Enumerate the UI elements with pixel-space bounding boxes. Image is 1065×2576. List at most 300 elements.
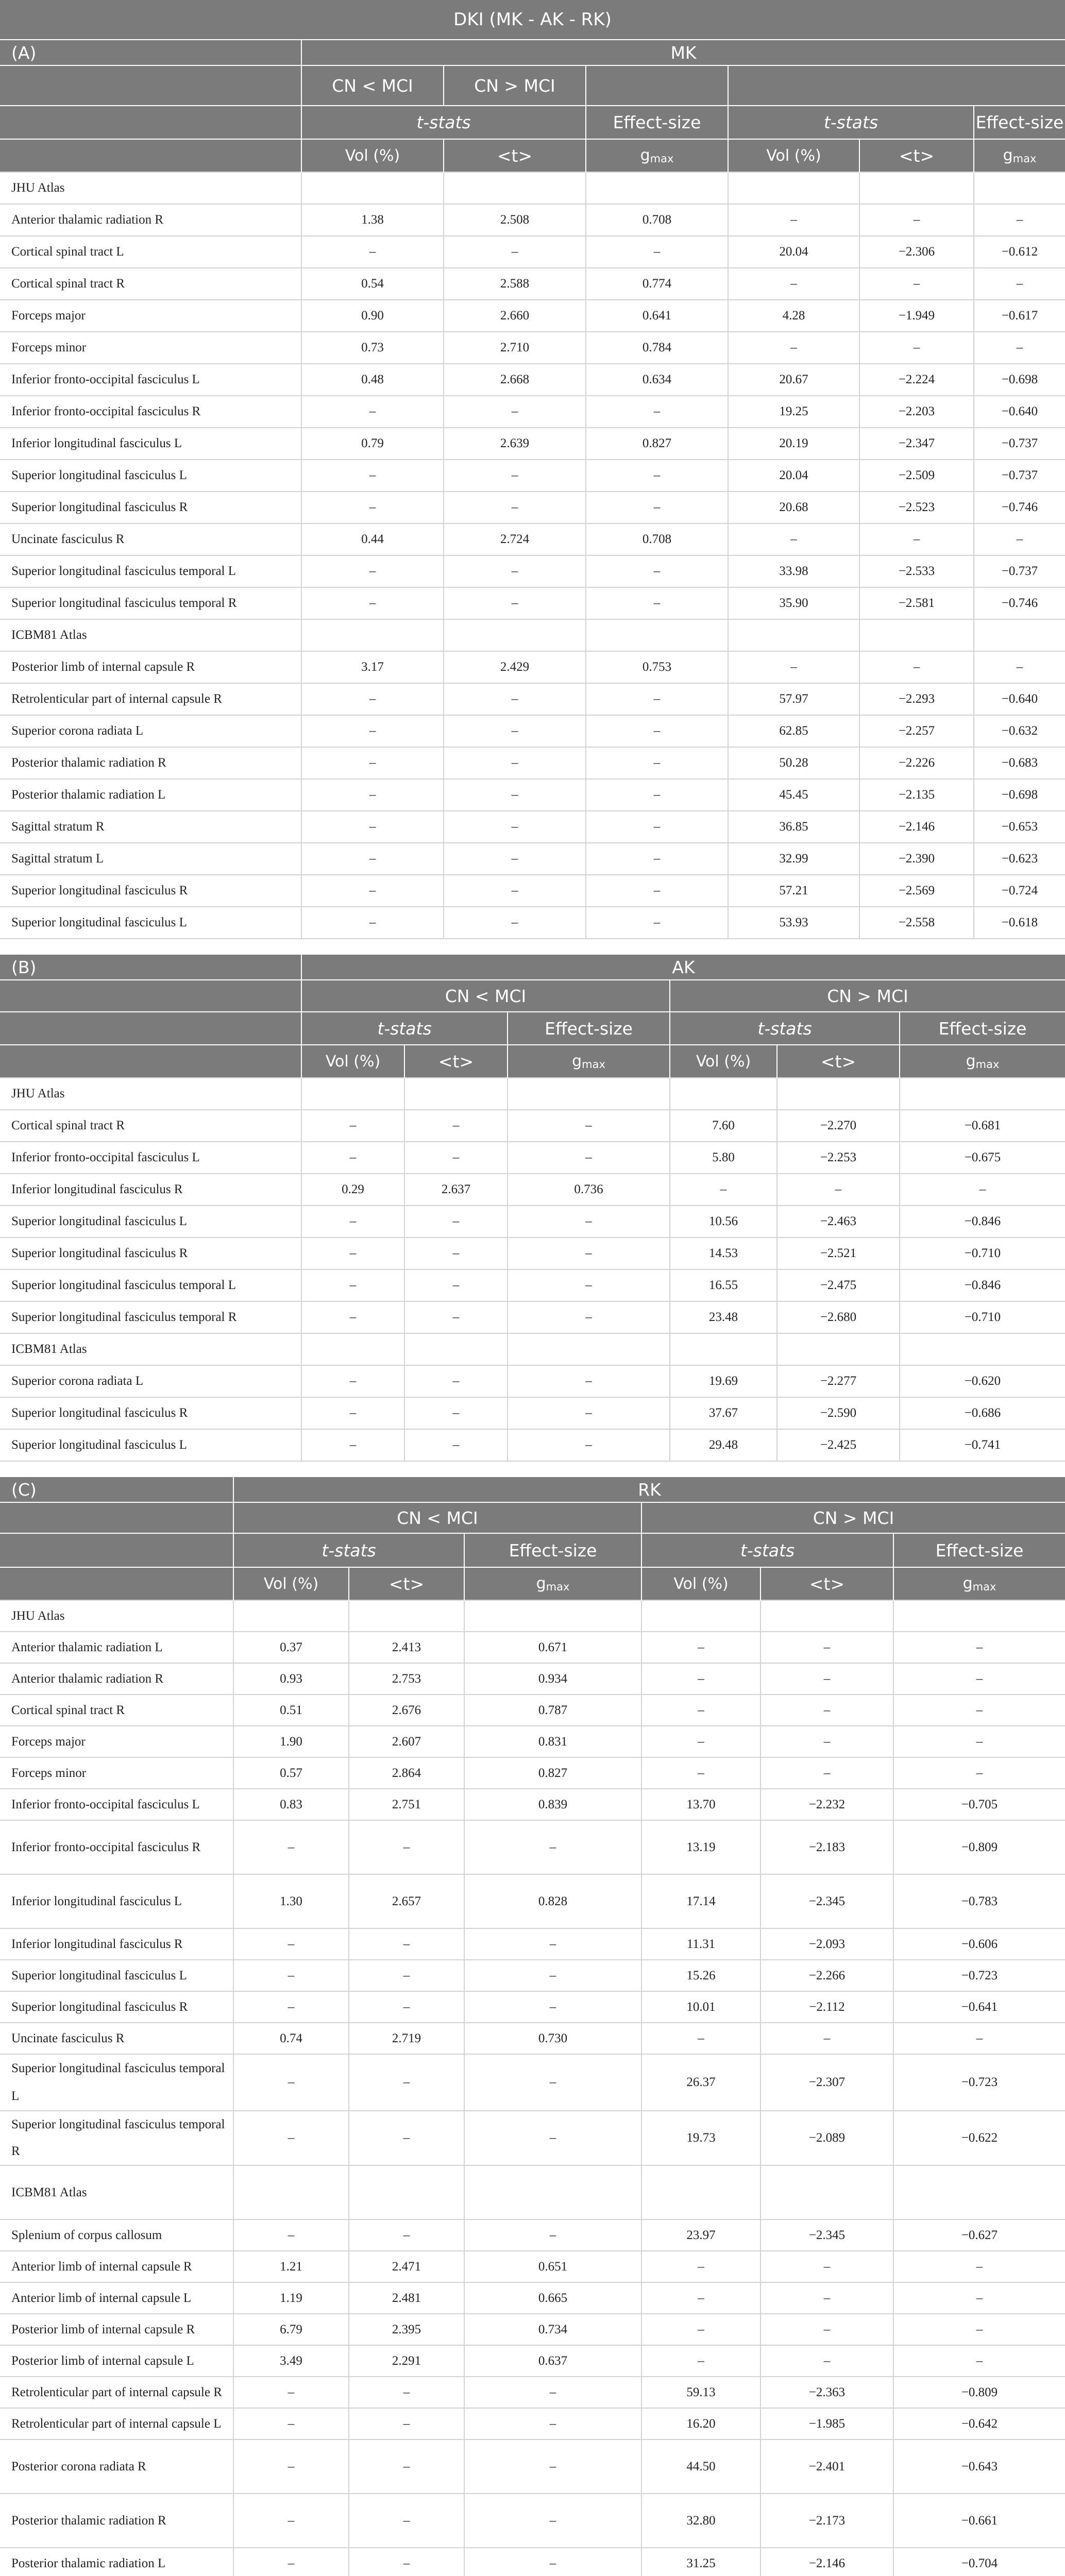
empty-cell — [233, 1600, 349, 1632]
empty-cell — [641, 1600, 760, 1632]
g-max-value: – — [974, 523, 1065, 555]
vol-percent-value: 0.73 — [301, 332, 444, 364]
table-row — [0, 428, 1065, 460]
table-row — [0, 1301, 1065, 1333]
g-max-value: 0.708 — [586, 523, 728, 555]
empty-cell — [974, 619, 1065, 651]
table-row — [0, 555, 1065, 587]
vol-percent-value: 4.28 — [728, 300, 859, 332]
empty-cell — [728, 619, 859, 651]
group-cn-gt-mci: CN > MCI — [641, 1502, 1065, 1533]
g-max-value: – — [974, 204, 1065, 236]
vol-percent-value: – — [301, 779, 444, 811]
empty-cell — [444, 619, 586, 651]
empty-cell — [974, 172, 1065, 204]
vol-percent-value: 0.51 — [233, 1694, 349, 1726]
column-vol-percent: Vol (%) — [728, 139, 859, 172]
vol-percent-value: 1.38 — [301, 204, 444, 236]
mean-t-value: −2.581 — [859, 587, 974, 619]
mean-t-value: – — [444, 236, 586, 268]
vol-percent-value: – — [728, 523, 859, 555]
vol-percent-value: 0.74 — [233, 2023, 349, 2054]
empty-cell — [301, 172, 444, 204]
vol-percent-value: 0.44 — [301, 523, 444, 555]
vol-percent-value: 0.93 — [233, 1663, 349, 1694]
g-max-value: – — [893, 2251, 1065, 2282]
table-row — [0, 1429, 1065, 1461]
column-g-max — [900, 1045, 1065, 1078]
mean-t-value: −2.463 — [777, 1206, 900, 1238]
tract-name: Inferior longitudinal fasciculus L — [0, 428, 301, 460]
g-max-value: −0.640 — [974, 683, 1065, 715]
g-max-value: −0.723 — [893, 2054, 1065, 2111]
g-max-value: 0.708 — [586, 204, 728, 236]
vol-percent-value: – — [301, 1110, 404, 1142]
g-max-value: −0.809 — [893, 2377, 1065, 2408]
tstats-header: t-stats — [301, 106, 586, 139]
vol-percent-value: – — [301, 460, 444, 492]
effect-size-header: Effect-size — [464, 1533, 641, 1567]
mean-t-value: – — [444, 907, 586, 939]
vol-percent-value: – — [670, 1174, 777, 1206]
tract-name: Superior corona radiata L — [0, 1365, 301, 1397]
empty-cell — [404, 1078, 508, 1110]
tract-name: Anterior limb of internal capsule R — [0, 2251, 233, 2282]
mean-t-value: −2.112 — [760, 1991, 893, 2023]
g-max-value: −0.846 — [900, 1206, 1065, 1238]
table-row — [0, 1238, 1065, 1269]
header-blank — [0, 1045, 301, 1078]
mean-t-value: −2.146 — [859, 811, 974, 843]
tract-name: Superior longitudinal fasciculus R — [0, 492, 301, 523]
mean-t-value: −2.307 — [760, 2054, 893, 2111]
mean-t-value: – — [349, 2494, 464, 2548]
effect-size-header: Effect-size — [900, 1012, 1065, 1045]
vol-percent-value: 57.21 — [728, 875, 859, 907]
vol-percent-value: 7.60 — [670, 1110, 777, 1142]
empty-cell — [464, 2165, 641, 2219]
atlas-header-row — [0, 619, 1065, 651]
g-max-value: – — [464, 1820, 641, 1874]
tract-name: Superior longitudinal fasciculus R — [0, 1238, 301, 1269]
table-row — [0, 1206, 1065, 1238]
vol-percent-value: 16.55 — [670, 1269, 777, 1301]
header-blank — [0, 65, 301, 106]
vol-percent-value: 0.57 — [233, 1757, 349, 1789]
tract-name: Posterior limb of internal capsule L — [0, 2345, 233, 2377]
g-max-value: −0.737 — [974, 555, 1065, 587]
tract-name: Posterior thalamic radiation R — [0, 2494, 233, 2548]
column-mean-t: <t> — [777, 1045, 900, 1078]
vol-percent-value: – — [301, 907, 444, 939]
empty-cell — [349, 2165, 464, 2219]
mean-t-value: – — [760, 2251, 893, 2282]
mean-t-value: −2.293 — [859, 683, 974, 715]
tract-name: Uncinate fasciculus R — [0, 2023, 233, 2054]
table-row — [0, 204, 1065, 236]
g-max-value: −0.683 — [974, 747, 1065, 779]
mean-t-value: – — [349, 2408, 464, 2439]
g-max-value: −0.746 — [974, 492, 1065, 523]
g-max-value: – — [893, 2023, 1065, 2054]
empty-cell — [777, 1078, 900, 1110]
g-symbol: g — [572, 1052, 582, 1070]
tract-name: Inferior longitudinal fasciculus R — [0, 1928, 233, 1960]
mean-t-value: – — [404, 1429, 508, 1461]
vol-percent-value: – — [233, 2548, 349, 2576]
tract-name: Posterior corona radiata R — [0, 2439, 233, 2494]
mean-t-value: −2.257 — [859, 715, 974, 747]
tract-name: Retrolenticular part of internal capsule R — [0, 683, 301, 715]
vol-percent-value: – — [641, 2282, 760, 2314]
vol-percent-value: 17.14 — [641, 1874, 760, 1928]
section-label: (B) — [0, 954, 301, 980]
table-row — [0, 332, 1065, 364]
vol-percent-value: – — [301, 843, 444, 875]
mean-t-value: 2.588 — [444, 268, 586, 300]
g-max-value: −0.741 — [900, 1429, 1065, 1461]
empty-cell — [233, 2165, 349, 2219]
vol-percent-value: – — [233, 2494, 349, 2548]
vol-percent-value: – — [301, 1238, 404, 1269]
empty-cell — [508, 1078, 670, 1110]
mean-t-value: – — [404, 1365, 508, 1397]
table-row — [0, 2314, 1065, 2345]
header-blank — [0, 1502, 233, 1533]
table-row — [0, 683, 1065, 715]
vol-percent-value: 20.04 — [728, 460, 859, 492]
mean-t-value: – — [444, 587, 586, 619]
vol-percent-value: – — [641, 2251, 760, 2282]
mean-t-value: −2.347 — [859, 428, 974, 460]
vol-percent-value: 62.85 — [728, 715, 859, 747]
mean-t-value: −2.135 — [859, 779, 974, 811]
vol-percent-value: 26.37 — [641, 2054, 760, 2111]
empty-cell — [464, 1600, 641, 1632]
vol-percent-value: 32.80 — [641, 2494, 760, 2548]
mean-t-value: – — [444, 460, 586, 492]
mean-t-value: – — [349, 2111, 464, 2165]
g-max-value: – — [464, 2408, 641, 2439]
header-blank — [0, 106, 301, 139]
g-max-value: −0.737 — [974, 428, 1065, 460]
g-max-value: 0.671 — [464, 1632, 641, 1663]
g-max-value: −0.846 — [900, 1269, 1065, 1301]
vol-percent-value: 5.80 — [670, 1142, 777, 1174]
mean-t-value: – — [760, 1757, 893, 1789]
vol-percent-value: – — [641, 1726, 760, 1757]
tract-name: Superior longitudinal fasciculus temporal R — [0, 2111, 233, 2165]
g-max-value: – — [586, 460, 728, 492]
g-max-value: 0.730 — [464, 2023, 641, 2054]
mean-t-value: – — [404, 1206, 508, 1238]
tract-name: Posterior thalamic radiation R — [0, 747, 301, 779]
g-max-value: – — [508, 1365, 670, 1397]
mean-t-value: 2.660 — [444, 300, 586, 332]
g-max-value: 0.736 — [508, 1174, 670, 1206]
table-row — [0, 1694, 1065, 1726]
mean-t-value: – — [444, 555, 586, 587]
g-max-value: – — [586, 236, 728, 268]
g-max-value: – — [464, 1991, 641, 2023]
table-row — [0, 1174, 1065, 1206]
table-row — [0, 715, 1065, 747]
g-max-value: – — [508, 1429, 670, 1461]
mean-t-value: −2.253 — [777, 1142, 900, 1174]
effect-size-header: Effect-size — [974, 106, 1065, 139]
mean-t-value: −1.949 — [859, 300, 974, 332]
tstats-header: t-stats — [728, 106, 974, 139]
vol-percent-value: – — [301, 1269, 404, 1301]
mean-t-value: −2.521 — [777, 1238, 900, 1269]
mean-t-value: −2.558 — [859, 907, 974, 939]
tract-name: Sagittal stratum R — [0, 811, 301, 843]
vol-percent-value: – — [728, 204, 859, 236]
tract-name: Anterior thalamic radiation R — [0, 204, 301, 236]
mean-t-value: 2.508 — [444, 204, 586, 236]
table-row — [0, 875, 1065, 907]
atlas-header-row — [0, 1600, 1065, 1632]
vol-percent-value: 1.90 — [233, 1726, 349, 1757]
mean-t-value: −1.985 — [760, 2408, 893, 2439]
g-max-value: 0.784 — [586, 332, 728, 364]
header-blank — [0, 980, 301, 1012]
mean-t-value: 2.753 — [349, 1663, 464, 1694]
mean-t-value: – — [404, 1269, 508, 1301]
table-row — [0, 1269, 1065, 1301]
vol-percent-value: 33.98 — [728, 555, 859, 587]
mean-t-value: −2.590 — [777, 1397, 900, 1429]
g-max-value: −0.783 — [893, 1874, 1065, 1928]
vol-percent-value: – — [301, 1365, 404, 1397]
mean-t-value: – — [444, 715, 586, 747]
g-max-value: – — [893, 2282, 1065, 2314]
g-symbol: g — [640, 146, 650, 164]
g-max-value: 0.753 — [586, 651, 728, 683]
g-max-value: – — [464, 2054, 641, 2111]
mean-t-value: −2.345 — [760, 2219, 893, 2251]
mean-t-value: −2.533 — [859, 555, 974, 587]
tract-name: Superior longitudinal fasciculus L — [0, 1960, 233, 1991]
g-max-value: – — [586, 747, 728, 779]
mean-t-value: −2.523 — [859, 492, 974, 523]
g-max-value: 0.787 — [464, 1694, 641, 1726]
empty-cell — [508, 1333, 670, 1365]
empty-cell — [859, 619, 974, 651]
vol-percent-value: 35.90 — [728, 587, 859, 619]
tract-name: Posterior thalamic radiation L — [0, 2548, 233, 2576]
mean-t-value: −2.363 — [760, 2377, 893, 2408]
empty-cell — [777, 1333, 900, 1365]
column-mean-t: <t> — [760, 1567, 893, 1600]
g-max-value: – — [893, 1663, 1065, 1694]
tract-name: Inferior fronto-occipital fasciculus L — [0, 1789, 233, 1820]
tract-name: Forceps major — [0, 1726, 233, 1757]
table-row — [0, 1960, 1065, 1991]
table-row — [0, 460, 1065, 492]
g-max-value: – — [464, 2494, 641, 2548]
table-row — [0, 1757, 1065, 1789]
g-max-value: – — [464, 2219, 641, 2251]
tract-name: Inferior fronto-occipital fasciculus L — [0, 1142, 301, 1174]
mean-t-value: −2.425 — [777, 1429, 900, 1461]
table-row — [0, 2219, 1065, 2251]
g-max-value: – — [464, 2377, 641, 2408]
mean-t-value: −2.475 — [777, 1269, 900, 1301]
vol-percent-value: 59.13 — [641, 2377, 760, 2408]
g-max-value: 0.774 — [586, 268, 728, 300]
vol-percent-value: 3.49 — [233, 2345, 349, 2377]
vol-percent-value: 45.45 — [728, 779, 859, 811]
g-max-value: – — [586, 587, 728, 619]
vol-percent-value: – — [728, 268, 859, 300]
vol-percent-value: – — [641, 2023, 760, 2054]
tract-name: Superior corona radiata L — [0, 715, 301, 747]
mean-t-value: – — [760, 2023, 893, 2054]
g-subscript: max — [546, 1581, 570, 1593]
column-g-max — [974, 139, 1065, 172]
g-max-value: −0.705 — [893, 1789, 1065, 1820]
table-row — [0, 1991, 1065, 2023]
section-label: (A) — [0, 40, 301, 65]
tract-name: Anterior limb of internal capsule L — [0, 2282, 233, 2314]
mean-t-value: −2.569 — [859, 875, 974, 907]
header-blank — [0, 139, 301, 172]
vol-percent-value: – — [641, 2314, 760, 2345]
g-max-value: −0.627 — [893, 2219, 1065, 2251]
mean-t-value: – — [349, 2219, 464, 2251]
column-mean-t: <t> — [859, 139, 974, 172]
mean-t-value: – — [444, 492, 586, 523]
sections-container — [0, 39, 1065, 2576]
mean-t-value: 2.719 — [349, 2023, 464, 2054]
g-max-value: 0.641 — [586, 300, 728, 332]
g-max-value: – — [464, 1960, 641, 1991]
g-max-value: −0.618 — [974, 907, 1065, 939]
tract-name: Inferior fronto-occipital fasciculus L — [0, 364, 301, 396]
table-row — [0, 2023, 1065, 2054]
table-row — [0, 2377, 1065, 2408]
g-max-value: – — [464, 1928, 641, 1960]
table-row — [0, 2494, 1065, 2548]
mean-t-value: – — [444, 875, 586, 907]
g-max-value: −0.698 — [974, 779, 1065, 811]
mean-t-value: 2.639 — [444, 428, 586, 460]
vol-percent-value: – — [301, 587, 444, 619]
table-row — [0, 1142, 1065, 1174]
mean-t-value: – — [349, 1960, 464, 1991]
tract-name: Cortical spinal tract R — [0, 1110, 301, 1142]
tract-name: Sagittal stratum L — [0, 843, 301, 875]
atlas-label: ICBM81 Atlas — [0, 1333, 301, 1365]
vol-percent-value: 32.99 — [728, 843, 859, 875]
g-max-value: −0.746 — [974, 587, 1065, 619]
empty-cell — [641, 2165, 760, 2219]
g-max-value: −0.686 — [900, 1397, 1065, 1429]
table-row — [0, 587, 1065, 619]
g-max-value: 0.665 — [464, 2282, 641, 2314]
column-mean-t: <t> — [404, 1045, 508, 1078]
empty-cell — [893, 2165, 1065, 2219]
g-max-value: – — [508, 1397, 670, 1429]
atlas-label: ICBM81 Atlas — [0, 2165, 233, 2219]
g-max-value: −0.724 — [974, 875, 1065, 907]
g-max-value: – — [508, 1269, 670, 1301]
vol-percent-value: 10.01 — [641, 1991, 760, 2023]
mean-t-value: – — [349, 2054, 464, 2111]
tract-name: Superior longitudinal fasciculus temporal R — [0, 1301, 301, 1333]
g-max-value: 0.827 — [464, 1757, 641, 1789]
vol-percent-value: 0.90 — [301, 300, 444, 332]
g-max-value: −0.640 — [974, 396, 1065, 428]
mean-t-value: 2.291 — [349, 2345, 464, 2377]
mean-t-value: 2.724 — [444, 523, 586, 555]
vol-percent-value: – — [641, 1632, 760, 1663]
vol-percent-value: – — [728, 651, 859, 683]
vol-percent-value: – — [233, 1820, 349, 1874]
vol-percent-value: 13.19 — [641, 1820, 760, 1874]
tract-name: Cortical spinal tract R — [0, 1694, 233, 1726]
tract-name: Forceps minor — [0, 1757, 233, 1789]
vol-percent-value: – — [301, 683, 444, 715]
mean-t-value: – — [760, 2345, 893, 2377]
tract-name: Inferior fronto-occipital fasciculus R — [0, 396, 301, 428]
mean-t-value: – — [777, 1174, 900, 1206]
table-row — [0, 492, 1065, 523]
mean-t-value: – — [349, 2439, 464, 2494]
table-row — [0, 1632, 1065, 1663]
g-subscript: max — [975, 1058, 1000, 1071]
g-max-value: 0.651 — [464, 2251, 641, 2282]
mean-t-value: – — [859, 268, 974, 300]
mean-t-value: 2.607 — [349, 1726, 464, 1757]
empty-cell — [760, 1600, 893, 1632]
table-row — [0, 300, 1065, 332]
effect-size-header: Effect-size — [586, 106, 728, 139]
table-row — [0, 2111, 1065, 2165]
table-row — [0, 1110, 1065, 1142]
vol-percent-value: 3.17 — [301, 651, 444, 683]
table-row — [0, 2282, 1065, 2314]
mean-t-value: 2.395 — [349, 2314, 464, 2345]
vol-percent-value: 16.20 — [641, 2408, 760, 2439]
vol-percent-value: 14.53 — [670, 1238, 777, 1269]
tract-name: Uncinate fasciculus R — [0, 523, 301, 555]
g-max-value: 0.839 — [464, 1789, 641, 1820]
empty-cell — [728, 172, 859, 204]
empty-cell — [301, 1333, 404, 1365]
vol-percent-value: – — [301, 1206, 404, 1238]
vol-percent-value: 19.25 — [728, 396, 859, 428]
g-max-value: −0.623 — [974, 843, 1065, 875]
g-max-value: – — [586, 811, 728, 843]
tract-name: Inferior longitudinal fasciculus L — [0, 1874, 233, 1928]
mean-t-value: – — [404, 1110, 508, 1142]
mean-t-value: – — [444, 779, 586, 811]
empty-cell — [349, 1600, 464, 1632]
empty-cell — [301, 619, 444, 651]
g-max-value: – — [508, 1301, 670, 1333]
tstats-header: t-stats — [641, 1533, 893, 1567]
section-table-mk — [0, 39, 1065, 939]
mean-t-value: −2.266 — [760, 1960, 893, 1991]
mean-t-value: – — [859, 523, 974, 555]
g-max-value: −0.710 — [900, 1238, 1065, 1269]
tstats-header: t-stats — [670, 1012, 900, 1045]
tract-name: Superior longitudinal fasciculus temporal L — [0, 555, 301, 587]
tract-name: Posterior limb of internal capsule R — [0, 651, 301, 683]
column-vol-percent: Vol (%) — [641, 1567, 760, 1600]
